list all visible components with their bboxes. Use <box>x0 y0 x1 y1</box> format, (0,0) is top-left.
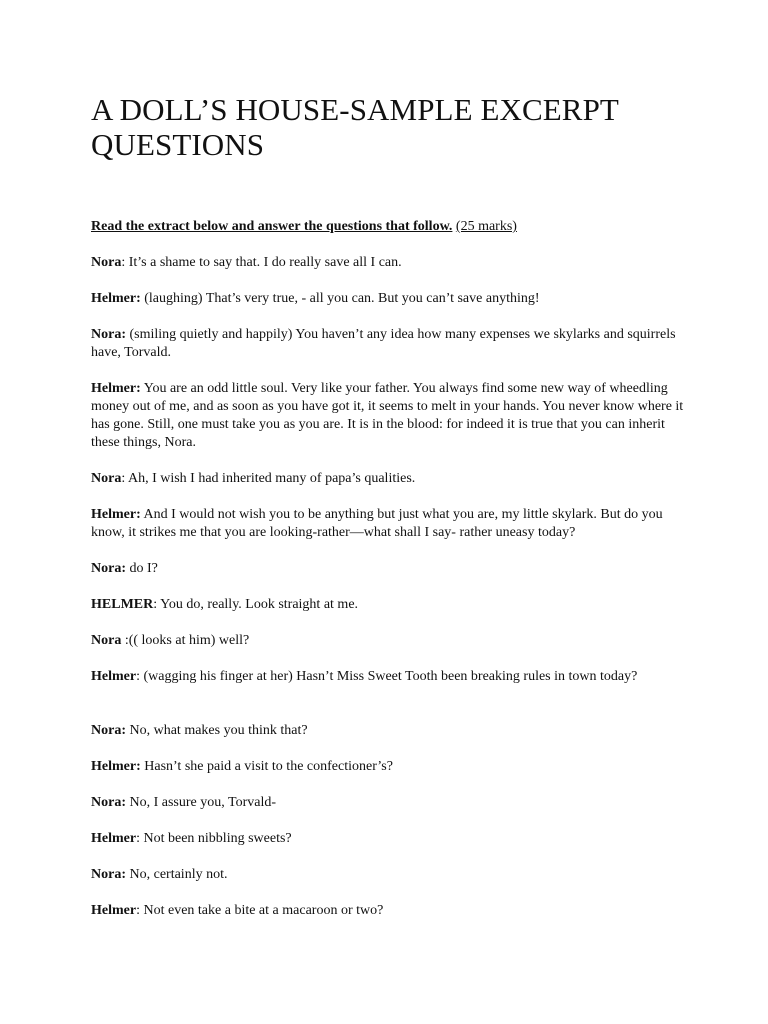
speaker-name: Nora <box>91 471 122 486</box>
dialogue-line <box>91 380 685 452</box>
dialogue-line <box>91 290 685 308</box>
dialogue-line <box>91 758 685 776</box>
dialogue-text: do I? <box>129 561 158 576</box>
dialogue-text: No, I assure you, Torvald- <box>129 795 277 810</box>
dialogue-text: Not even take a bite at a macaroon or two? <box>143 903 384 918</box>
speaker-name: Helmer <box>91 669 137 684</box>
dialogue-line <box>91 902 685 920</box>
speaker-name: Nora: <box>91 723 126 738</box>
instruction-text: Read the extract below and answer the questions that follow. <box>91 219 453 234</box>
speaker-name: Nora: <box>91 327 126 342</box>
dialogue-line <box>91 506 685 542</box>
speaker-separator: : <box>121 633 129 648</box>
speaker-name: Nora: <box>91 795 126 810</box>
dialogue-text: It’s a shame to say that. I do really save all I can. <box>128 255 402 270</box>
speaker-name: Helmer <box>91 903 137 918</box>
speaker-name: Nora: <box>91 561 126 576</box>
dialogue-text: And I would not wish you to be anything but just what you are, my little skylark. But do you know, it strikes me that you are looking-rather—what shall I say- rather uneasy today? <box>91 507 663 540</box>
dialogue-line <box>91 668 685 686</box>
speaker-separator: : <box>136 903 144 918</box>
title-line-2: QUESTIONS <box>91 127 265 162</box>
document-title <box>91 92 685 162</box>
dialogue-text: (smiling quietly and happily) You haven’t any idea how many expenses we skylarks and squirrels have, Torvald. <box>91 327 676 360</box>
dialogue-line <box>91 326 685 362</box>
dialogue-text: (( looks at him) well? <box>128 633 250 648</box>
dialogue-line <box>91 830 685 848</box>
speaker-name: Helmer: <box>91 291 141 306</box>
speaker-name: HELMER <box>91 597 154 612</box>
dialogue-line <box>91 866 685 884</box>
speaker-separator: : <box>121 255 129 270</box>
dialogue-line <box>91 722 685 740</box>
dialogue-text: (laughing) That’s very true, - all you can. But you can’t save anything! <box>144 291 540 306</box>
speaker-separator: : <box>136 831 144 846</box>
dialogue-text: You do, really. Look straight at me. <box>160 597 359 612</box>
dialogue-line <box>91 470 685 488</box>
speaker-name: Nora <box>91 633 122 648</box>
dialogue-line <box>91 560 685 578</box>
speaker-name: Helmer: <box>91 507 141 522</box>
speaker-name: Helmer: <box>91 381 141 396</box>
dialogue-line <box>91 632 685 650</box>
speaker-separator: : <box>153 597 161 612</box>
dialogue-text: No, certainly not. <box>129 867 228 882</box>
speaker-name: Helmer <box>91 831 137 846</box>
dialogue-line <box>91 794 685 812</box>
dialogue-text: No, what makes you think that? <box>129 723 308 738</box>
dialogue-text: Not been nibbling sweets? <box>143 831 292 846</box>
instruction-marks: (25 marks) <box>455 219 517 234</box>
speaker-separator: : <box>136 669 144 684</box>
instruction-line <box>91 218 685 236</box>
dialogue-line <box>91 254 685 272</box>
dialogue-line <box>91 596 685 614</box>
speaker-name: Nora: <box>91 867 126 882</box>
dialogue-text: You are an odd little soul. Very like your father. You always find some new way of wheedling money out of me, and as soon as you have got it, it seems to melt in your hands. You never know where it has gone. Still, one must take you as you are. It is in the blood: for indeed it is true that you can inherit these things, Nora. <box>91 381 684 450</box>
speaker-name: Nora <box>91 255 122 270</box>
title-line-1: A DOLL’S HOUSE-SAMPLE EXCERPT <box>91 92 619 127</box>
dialogue-text: (wagging his finger at her) Hasn’t Miss Sweet Tooth been breaking rules in town today? <box>143 669 638 684</box>
dialogue-text: Ah, I wish I had inherited many of papa’s qualities. <box>127 471 416 486</box>
speaker-name: Helmer: <box>91 759 141 774</box>
speaker-separator: : <box>121 471 128 486</box>
dialogue-text: Hasn’t she paid a visit to the confectioner’s? <box>144 759 393 774</box>
